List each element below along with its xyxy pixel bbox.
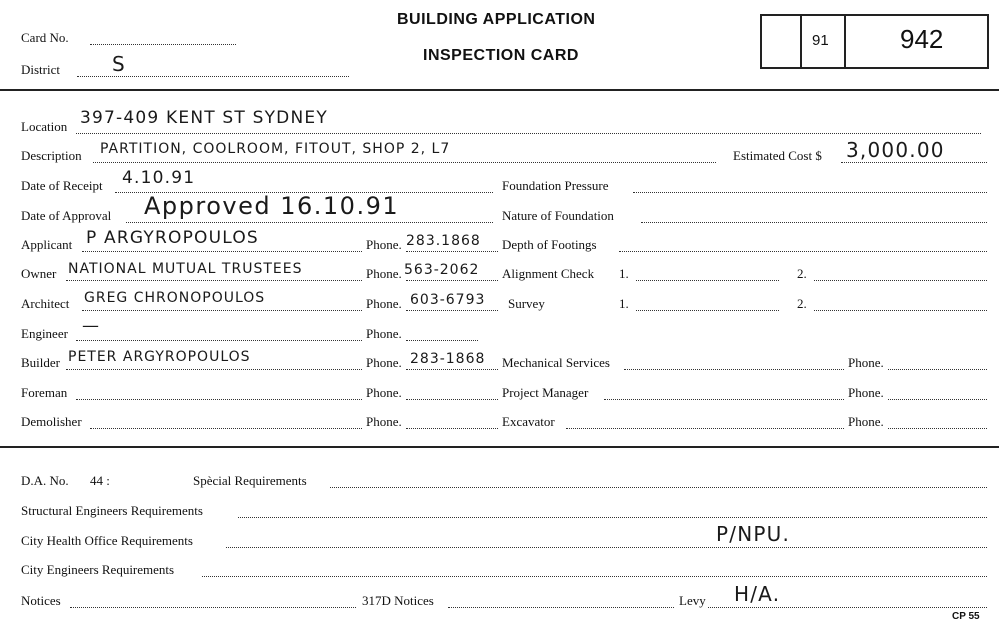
estimated-cost-label: Estimated Cost $ — [733, 148, 822, 163]
district-value: S — [112, 52, 126, 76]
city-engineers-requirements-label: City Engineers Requirements — [21, 562, 175, 577]
title-line-2: INSPECTION CARD — [423, 47, 579, 64]
owner-phone-label: Phone. — [366, 266, 402, 281]
architect-line — [82, 310, 362, 311]
builder-phone-line — [406, 369, 498, 370]
form-code: CP 55 — [952, 611, 980, 622]
engineer-label: Engineer — [21, 326, 68, 341]
owner-phone-line — [406, 280, 498, 281]
header-divider — [0, 89, 999, 91]
levy-value: H/A. — [734, 582, 781, 606]
project-manager-phone-label: Phone. — [848, 385, 884, 400]
box-divider-1 — [800, 16, 802, 67]
requirements-divider — [0, 446, 999, 448]
survey-1-line — [636, 310, 779, 311]
foreman-label: Foreman — [21, 385, 68, 400]
architect-phone-line — [406, 310, 498, 311]
nature-of-foundation-label: Nature of Foundation — [502, 208, 614, 223]
applicant-phone-label: Phone. — [366, 237, 402, 252]
engineer-value: — — [82, 316, 101, 336]
health-requirements-line — [226, 547, 987, 548]
alignment-check-2-line — [814, 280, 987, 281]
survey-2-label: 2. — [797, 296, 807, 311]
mechanical-services-line — [624, 369, 844, 370]
alignment-check-1-line — [636, 280, 779, 281]
title-line-1: BUILDING APPLICATION — [397, 11, 596, 28]
foreman-line — [76, 399, 362, 400]
health-requirements-label: City Health Office Requirements — [21, 533, 193, 548]
district-label: District — [21, 62, 60, 77]
builder-phone-value: 283-1868 — [410, 351, 486, 367]
date-of-approval-label: Date of Approval — [21, 208, 112, 223]
description-value: PARTITION, COOLROOM, FITOUT, SHOP 2, L7 — [100, 141, 451, 157]
estimated-cost-value: 3,000.00 — [846, 138, 945, 162]
excavator-phone-line — [888, 428, 987, 429]
notices-line — [70, 607, 356, 608]
date-of-approval-value: Approved 16.10.91 — [144, 192, 400, 220]
levy-label: Levy — [679, 593, 706, 608]
special-requirements-line — [330, 487, 987, 488]
nature-of-foundation-line — [641, 222, 987, 223]
owner-label: Owner — [21, 266, 57, 281]
description-line — [93, 162, 716, 163]
date-of-receipt-value: 4.10.91 — [122, 168, 196, 188]
special-requirements-label: Spècial Requirements — [193, 473, 307, 488]
engineer-phone-label: Phone. — [366, 326, 402, 341]
alignment-check-label: Alignment Check — [502, 266, 595, 281]
card-number-box — [760, 14, 989, 69]
card-no-label: Card No. — [21, 30, 69, 45]
estimated-cost-line — [841, 162, 987, 163]
demolisher-label: Demolisher — [21, 414, 82, 429]
applicant-phone-value: 283.1868 — [406, 233, 481, 249]
notices-label: Notices — [21, 593, 61, 608]
applicant-line — [82, 251, 362, 252]
depth-of-footings-line — [619, 251, 987, 252]
architect-value: GREG CHRONOPOULOS — [84, 290, 266, 306]
architect-label: Architect — [21, 296, 70, 311]
depth-of-footings-label: Depth of Footings — [502, 237, 597, 252]
structural-requirements-label: Structural Engineers Requirements — [21, 503, 203, 518]
card-number: 942 — [900, 24, 944, 54]
owner-value: NATIONAL MUTUAL TRUSTEES — [68, 261, 303, 277]
project-manager-phone-line — [888, 399, 987, 400]
demolisher-phone-line — [406, 428, 498, 429]
foreman-phone-label: Phone. — [366, 385, 402, 400]
survey-2-line — [814, 310, 987, 311]
date-of-approval-line — [126, 222, 493, 223]
builder-phone-label: Phone. — [366, 355, 402, 370]
da-no-label: D.A. No. — [21, 473, 69, 488]
applicant-label: Applicant — [21, 237, 73, 252]
foundation-pressure-label: Foundation Pressure — [502, 178, 609, 193]
da-no-value: 44 : — [90, 473, 110, 488]
levy-line — [708, 607, 987, 608]
location-value: 397-409 KENT ST SYDNEY — [80, 108, 328, 128]
applicant-phone-line — [406, 251, 498, 252]
district-line — [77, 76, 349, 77]
card-no-line — [90, 44, 236, 45]
alignment-check-1-label: 1. — [619, 266, 629, 281]
date-of-receipt-label: Date of Receipt — [21, 178, 103, 193]
card-year: 91 — [812, 32, 829, 49]
mechanical-services-label: Mechanical Services — [502, 355, 610, 370]
project-manager-line — [604, 399, 844, 400]
builder-label: Builder — [21, 355, 60, 370]
excavator-phone-label: Phone. — [848, 414, 884, 429]
demolisher-phone-label: Phone. — [366, 414, 402, 429]
notices-317d-line — [448, 607, 674, 608]
health-requirements-value: P/NPU. — [716, 522, 791, 546]
mechanical-services-phone-label: Phone. — [848, 355, 884, 370]
architect-phone-value: 603-6793 — [410, 292, 486, 308]
builder-line — [66, 369, 362, 370]
city-engineers-requirements-line — [202, 576, 987, 577]
foreman-phone-line — [406, 399, 498, 400]
excavator-line — [566, 428, 844, 429]
description-label: Description — [21, 148, 82, 163]
builder-value: PETER ARGYROPOULOS — [68, 349, 251, 365]
project-manager-label: Project Manager — [502, 385, 589, 400]
box-divider-2 — [844, 16, 846, 67]
location-label: Location — [21, 119, 68, 134]
mechanical-services-phone-line — [888, 369, 987, 370]
survey-1-label: 1. — [619, 296, 629, 311]
engineer-phone-line — [406, 340, 478, 341]
structural-requirements-line — [238, 517, 987, 518]
owner-line — [66, 280, 362, 281]
location-line — [76, 133, 981, 134]
foundation-pressure-line — [633, 192, 987, 193]
excavator-label: Excavator — [502, 414, 555, 429]
notices-317d-label: 317D Notices — [362, 593, 434, 608]
survey-label: Survey — [508, 296, 545, 311]
architect-phone-label: Phone. — [366, 296, 402, 311]
applicant-value: P ARGYROPOULOS — [86, 228, 259, 248]
alignment-check-2-label: 2. — [797, 266, 807, 281]
owner-phone-value: 563-2062 — [404, 262, 480, 278]
demolisher-line — [90, 428, 362, 429]
engineer-line — [76, 340, 362, 341]
